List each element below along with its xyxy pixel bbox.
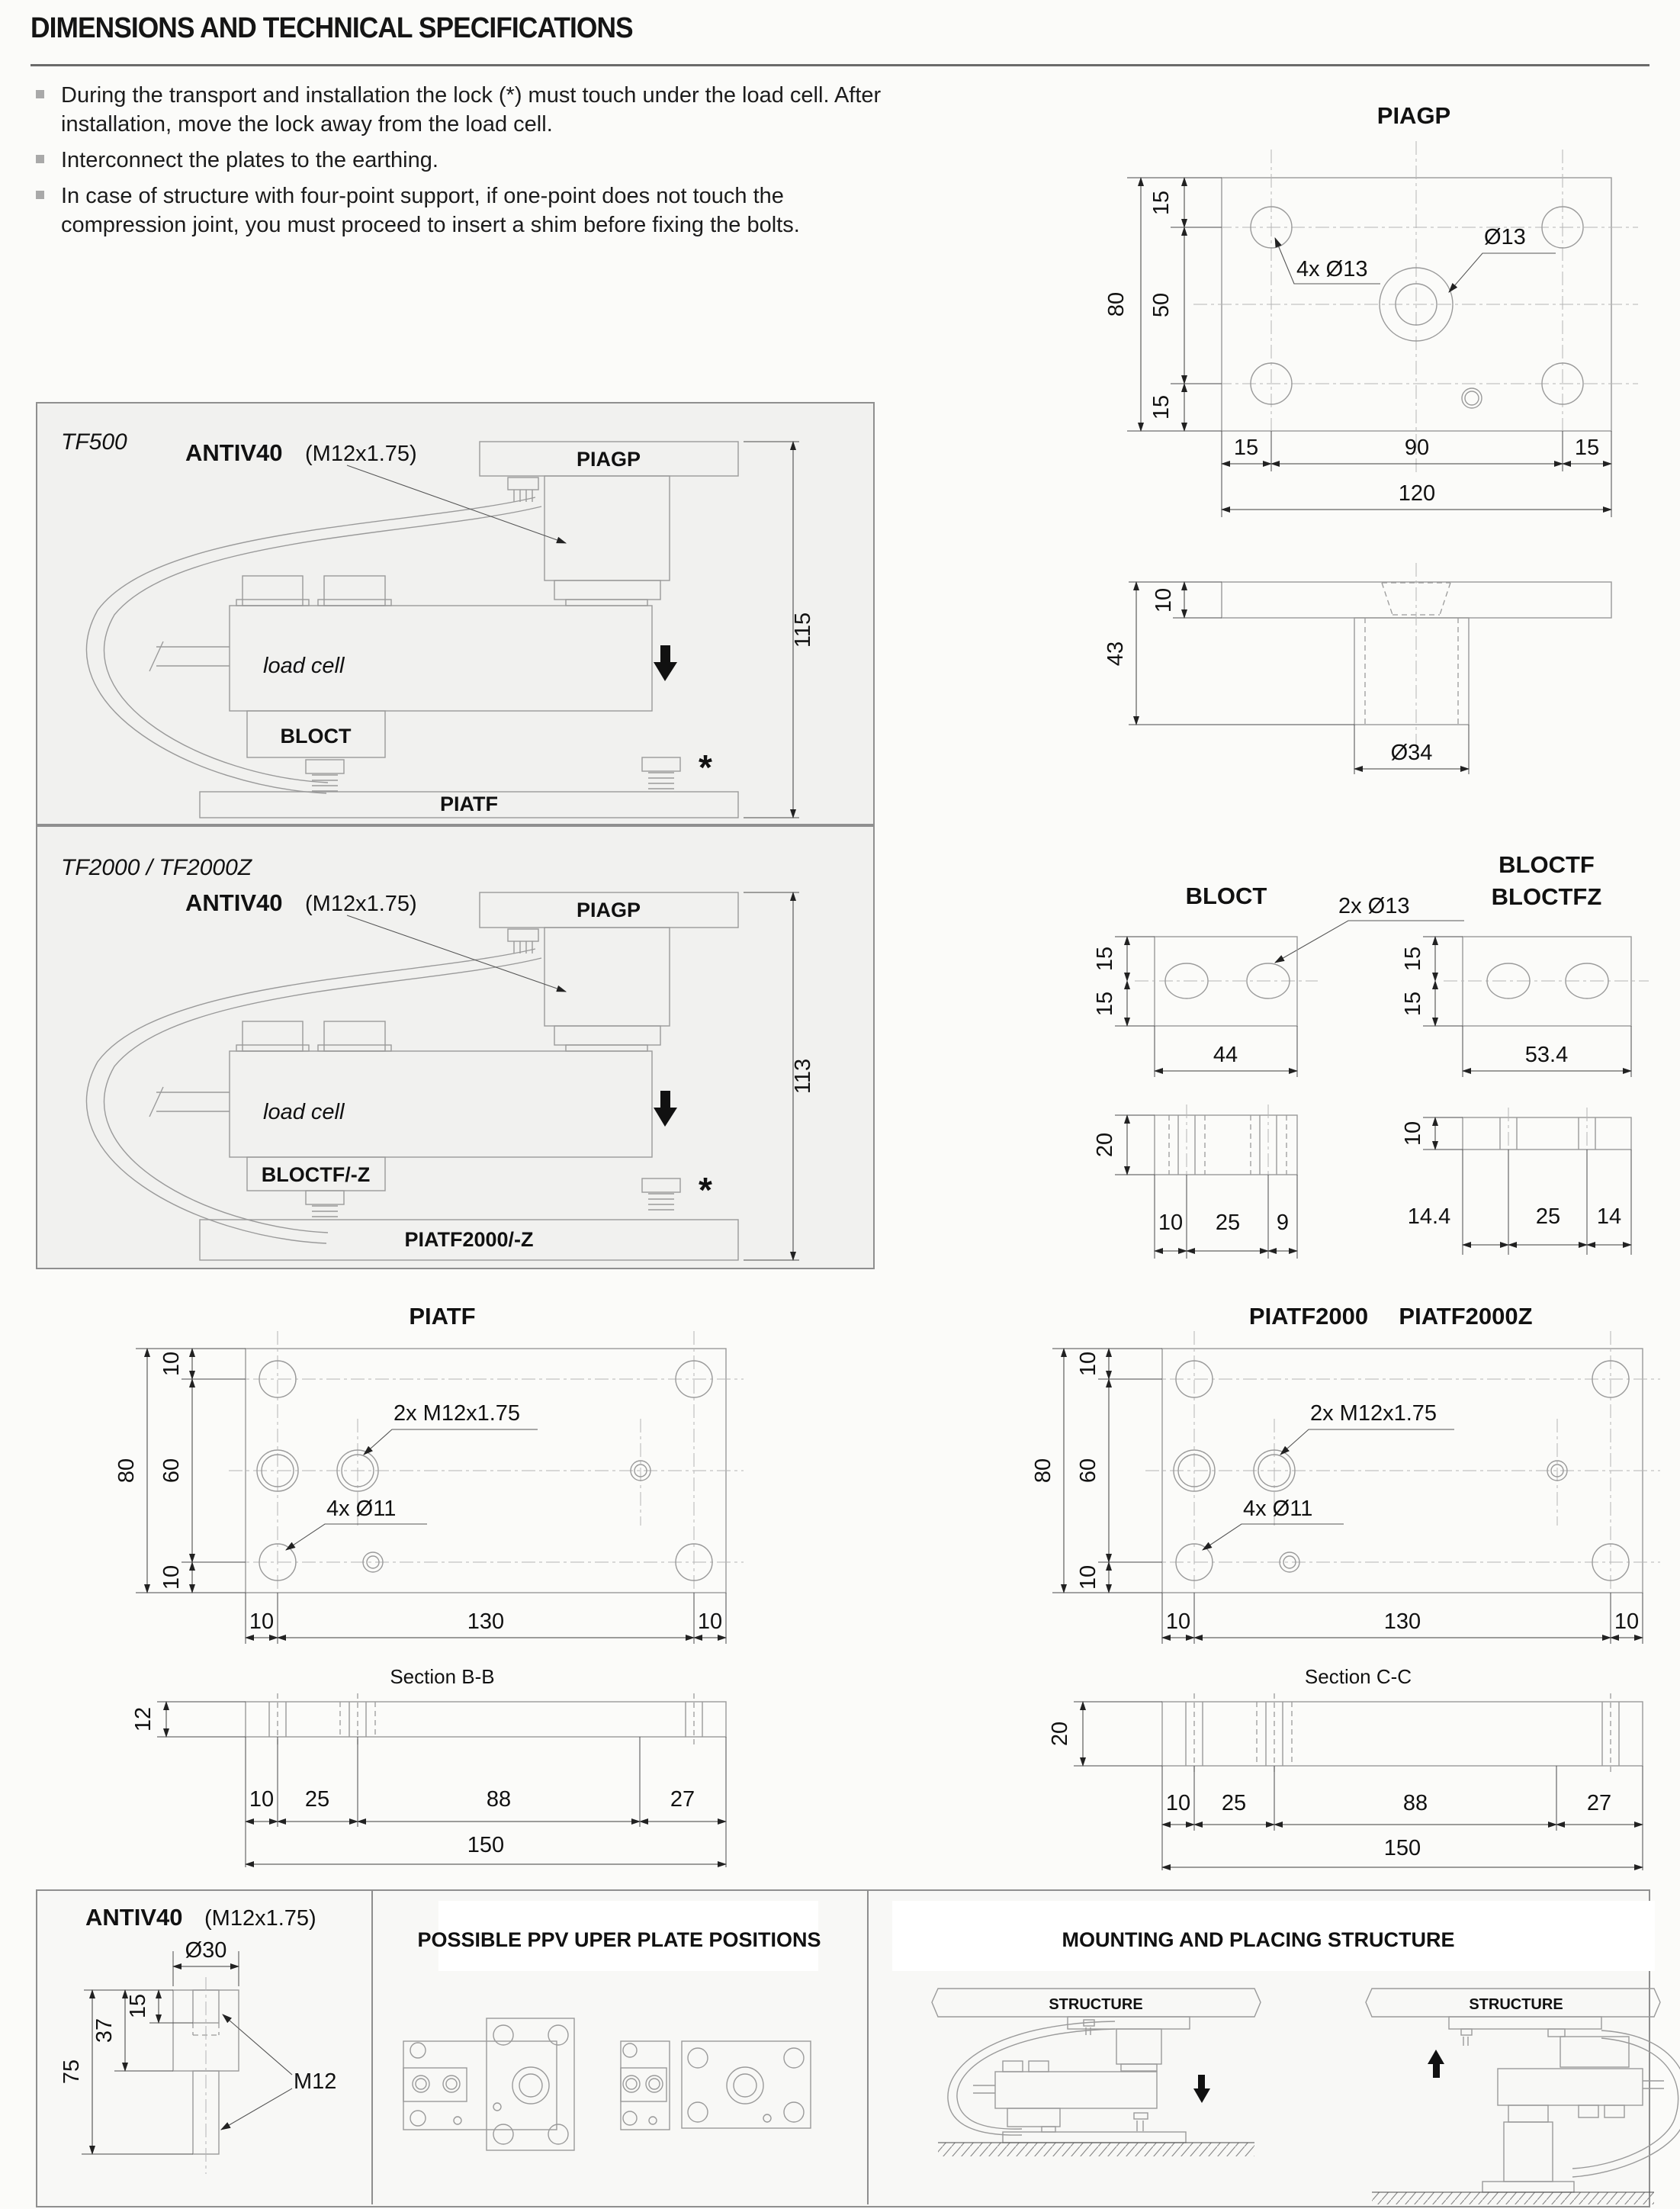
piatf2000-vertical-dims bbox=[1031, 1349, 1162, 1593]
piagp-part-label: PIAGP bbox=[576, 448, 641, 471]
load-direction-arrow-icon bbox=[654, 1108, 677, 1127]
structure-label: STRUCTURE bbox=[1049, 1996, 1143, 2013]
note-text: Interconnect the plates to the earthing. bbox=[61, 148, 438, 172]
piatf-part-label: PIATF bbox=[440, 793, 498, 815]
bloct-part-label: BLOCT bbox=[280, 725, 352, 748]
dim-25: 25 bbox=[1221, 1791, 1247, 1815]
dim-88: 88 bbox=[1402, 1791, 1428, 1815]
structure-label: STRUCTURE bbox=[1469, 1996, 1563, 2013]
piagp-title: PIAGP bbox=[1376, 102, 1451, 129]
bullet-square-icon bbox=[36, 191, 44, 199]
dim-15: 15 bbox=[1093, 991, 1117, 1017]
ppv-position-right bbox=[621, 2041, 811, 2130]
ppv-panel bbox=[373, 1889, 867, 2204]
dim-15: 15 bbox=[1149, 190, 1174, 216]
piatf-title: PIATF bbox=[409, 1303, 476, 1330]
bloctf-side-view bbox=[1401, 1108, 1631, 1255]
bloct-side-view bbox=[1093, 1104, 1297, 1259]
antiv40-thread-label: (M12x1.75) bbox=[305, 892, 417, 916]
tf500-assembly bbox=[86, 442, 738, 818]
dim-d30: Ø30 bbox=[185, 1938, 227, 1963]
dim-88: 88 bbox=[486, 1787, 512, 1812]
note-text: In case of structure with four-point support, if one-point does not touch the compression joint, you must proceed to insert a shim before fixing the bolts. bbox=[61, 184, 800, 237]
dim-113: 113 bbox=[791, 1058, 815, 1095]
piatf2000-title: PIATF2000 bbox=[1248, 1303, 1369, 1330]
antiv40-label: ANTIV40 bbox=[185, 439, 283, 466]
piatf-drawing bbox=[107, 1289, 793, 1884]
piatf2000z-title: PIATF2000Z bbox=[1399, 1303, 1533, 1330]
dim-10: 10 bbox=[249, 1787, 275, 1812]
dim-10: 10 bbox=[1158, 1211, 1184, 1235]
bullet-square-icon bbox=[36, 155, 44, 163]
mounting-right-diagram bbox=[1366, 1989, 1680, 2204]
piatf2000-drawing bbox=[1007, 1289, 1678, 1892]
dim-10: 10 bbox=[697, 1609, 723, 1634]
dim-15: 15 bbox=[1401, 991, 1425, 1017]
bloct-bloctf-drawing bbox=[1068, 839, 1678, 1266]
dim-90: 90 bbox=[1404, 436, 1430, 460]
bloctf-title-2: BLOCTFZ bbox=[1491, 883, 1602, 910]
piatf2000-holes-label: 4x Ø11 bbox=[1243, 1497, 1313, 1521]
dim-20: 20 bbox=[1048, 1721, 1072, 1747]
antiv40-drawing bbox=[59, 1938, 336, 2174]
bullet-square-icon bbox=[36, 90, 44, 98]
piatf2000-horizontal-dims bbox=[1162, 1593, 1643, 1644]
piatf-top-view bbox=[229, 1331, 744, 1609]
m12-leader bbox=[364, 1429, 538, 1455]
dim-15: 15 bbox=[1233, 436, 1259, 460]
load-cell-label: load cell bbox=[263, 654, 345, 678]
dim-120: 120 bbox=[1398, 481, 1436, 506]
dim-150: 150 bbox=[467, 1833, 505, 1857]
holes-leader bbox=[1203, 1524, 1344, 1550]
antiv40-name: ANTIV40 bbox=[85, 1904, 183, 1931]
antiv40-label: ANTIV40 bbox=[185, 889, 283, 916]
piagp-horizontal-dims bbox=[1222, 431, 1611, 517]
piatf-section-view bbox=[131, 1693, 726, 1867]
center-hole-leader bbox=[1449, 253, 1556, 292]
piagp-drawing bbox=[1068, 103, 1678, 805]
dim-60: 60 bbox=[1076, 1458, 1100, 1484]
antiv40-panel bbox=[36, 1889, 371, 2204]
piatf2000-section-view bbox=[1048, 1693, 1643, 1870]
dim-25: 25 bbox=[1535, 1204, 1561, 1229]
tf2000-assembly bbox=[86, 892, 738, 1260]
dim-10: 10 bbox=[1165, 1791, 1191, 1815]
dim-25: 25 bbox=[1215, 1211, 1241, 1235]
dim-27: 27 bbox=[1586, 1791, 1612, 1815]
tf500-height-dim bbox=[744, 442, 815, 818]
piagp-holes-label: 4x Ø13 bbox=[1296, 257, 1368, 281]
bloct-title: BLOCT bbox=[1185, 883, 1267, 909]
bloctf-title-1: BLOCTF bbox=[1499, 851, 1595, 878]
up-arrow-icon bbox=[1428, 2050, 1444, 2064]
m12-leader bbox=[1280, 1429, 1454, 1455]
tf500-drawing bbox=[36, 402, 872, 822]
dim-27: 27 bbox=[670, 1787, 695, 1812]
dim-10: 10 bbox=[1165, 1609, 1191, 1634]
section-bb-title: Section B-B bbox=[390, 1665, 495, 1688]
down-arrow-icon bbox=[1193, 2088, 1210, 2103]
piatf-m12-label: 2x M12x1.75 bbox=[393, 1401, 521, 1426]
bloctf-part-label: BLOCTF/-Z bbox=[261, 1163, 371, 1186]
ppv-position-left bbox=[403, 2018, 574, 2150]
piatf2000-part-label: PIATF2000/-Z bbox=[404, 1228, 534, 1251]
dim-15: 15 bbox=[1574, 436, 1600, 460]
ppv-title: POSSIBLE PPV UPER PLATE POSITIONS bbox=[417, 1928, 821, 1951]
piatf2000-top-view bbox=[1145, 1331, 1660, 1609]
piagp-top-view bbox=[1193, 141, 1638, 473]
lock-asterisk: * bbox=[699, 748, 712, 787]
antiv40-thread-label: (M12x1.75) bbox=[305, 442, 417, 466]
bloctf-top-view bbox=[1401, 937, 1649, 1077]
dim-20: 20 bbox=[1093, 1132, 1117, 1158]
dim-53-4: 53.4 bbox=[1524, 1043, 1569, 1067]
dim-10: 10 bbox=[1401, 1121, 1425, 1146]
dim-44: 44 bbox=[1213, 1043, 1238, 1067]
mounting-title: MOUNTING AND PLACING STRUCTURE bbox=[1062, 1928, 1455, 1951]
notes-list bbox=[36, 81, 886, 246]
holes-leader bbox=[286, 1524, 427, 1550]
note-text: During the transport and installation the lock (*) must touch under the load cell. After installation, move the lock away from the load cell. bbox=[61, 83, 882, 137]
dim-10: 10 bbox=[1076, 1564, 1100, 1590]
dim-80: 80 bbox=[1104, 291, 1129, 317]
dim-10: 10 bbox=[1152, 587, 1176, 613]
dim-130: 130 bbox=[467, 1609, 505, 1634]
bloct-holes-label: 2x Ø13 bbox=[1338, 894, 1410, 918]
list-item bbox=[36, 81, 886, 139]
antiv40-thread: (M12x1.75) bbox=[204, 1906, 316, 1931]
dim-14-4: 14.4 bbox=[1407, 1204, 1451, 1229]
dim-80: 80 bbox=[114, 1458, 139, 1484]
piagp-side-dims bbox=[1103, 582, 1469, 774]
dim-10: 10 bbox=[159, 1564, 184, 1590]
dim-37: 37 bbox=[92, 2018, 117, 2043]
m12-label: M12 bbox=[294, 2069, 337, 2094]
dim-10: 10 bbox=[1076, 1351, 1100, 1377]
dim-50: 50 bbox=[1149, 292, 1174, 318]
list-item bbox=[36, 182, 886, 240]
piatf-holes-label: 4x Ø11 bbox=[326, 1497, 397, 1521]
dim-10: 10 bbox=[1614, 1609, 1640, 1634]
dim-12: 12 bbox=[131, 1706, 156, 1732]
load-direction-arrow-icon bbox=[654, 662, 677, 681]
dim-130: 130 bbox=[1383, 1609, 1421, 1634]
piagp-center-hole-label: Ø13 bbox=[1484, 225, 1526, 249]
dim-115: 115 bbox=[791, 612, 815, 648]
piagp-side-view bbox=[1222, 563, 1611, 751]
list-item bbox=[36, 146, 886, 175]
piagp-part-label: PIAGP bbox=[576, 899, 641, 921]
piatf2000-m12-label: 2x M12x1.75 bbox=[1310, 1401, 1437, 1426]
bloct-holes-leader bbox=[1275, 921, 1464, 963]
dim-14: 14 bbox=[1596, 1204, 1622, 1229]
tf2000-variant-label: TF2000 / TF2000Z bbox=[61, 855, 252, 880]
lock-asterisk: * bbox=[699, 1170, 712, 1210]
tf500-variant-label: TF500 bbox=[61, 429, 127, 455]
dim-43: 43 bbox=[1103, 641, 1128, 667]
antiv40-leader bbox=[347, 915, 566, 992]
dim-15: 15 bbox=[126, 1993, 150, 2019]
tf2000-height-dim bbox=[744, 892, 815, 1260]
tf2000-drawing bbox=[36, 825, 872, 1266]
page-title: DIMENSIONS AND TECHNICAL SPECIFICATIONS bbox=[31, 12, 633, 44]
dim-150: 150 bbox=[1383, 1836, 1421, 1860]
dim-15: 15 bbox=[1093, 946, 1117, 972]
header-rule bbox=[31, 64, 1649, 66]
dim-80: 80 bbox=[1031, 1458, 1055, 1484]
piatf-vertical-dims bbox=[114, 1349, 246, 1593]
dim-15: 15 bbox=[1149, 394, 1174, 420]
dim-9: 9 bbox=[1276, 1211, 1290, 1235]
load-cell-label: load cell bbox=[263, 1100, 345, 1124]
dim-75: 75 bbox=[59, 2059, 84, 2085]
dim-10: 10 bbox=[249, 1609, 275, 1634]
dim-15: 15 bbox=[1401, 946, 1425, 972]
dim-d34: Ø34 bbox=[1390, 741, 1433, 765]
dim-25: 25 bbox=[304, 1787, 330, 1812]
dim-60: 60 bbox=[159, 1458, 184, 1484]
mounting-left-diagram bbox=[932, 1989, 1261, 2156]
section-cc-title: Section C-C bbox=[1304, 1665, 1412, 1688]
mounting-panel bbox=[869, 1889, 1647, 2204]
piatf-horizontal-dims bbox=[246, 1593, 726, 1644]
dim-10: 10 bbox=[159, 1351, 184, 1377]
